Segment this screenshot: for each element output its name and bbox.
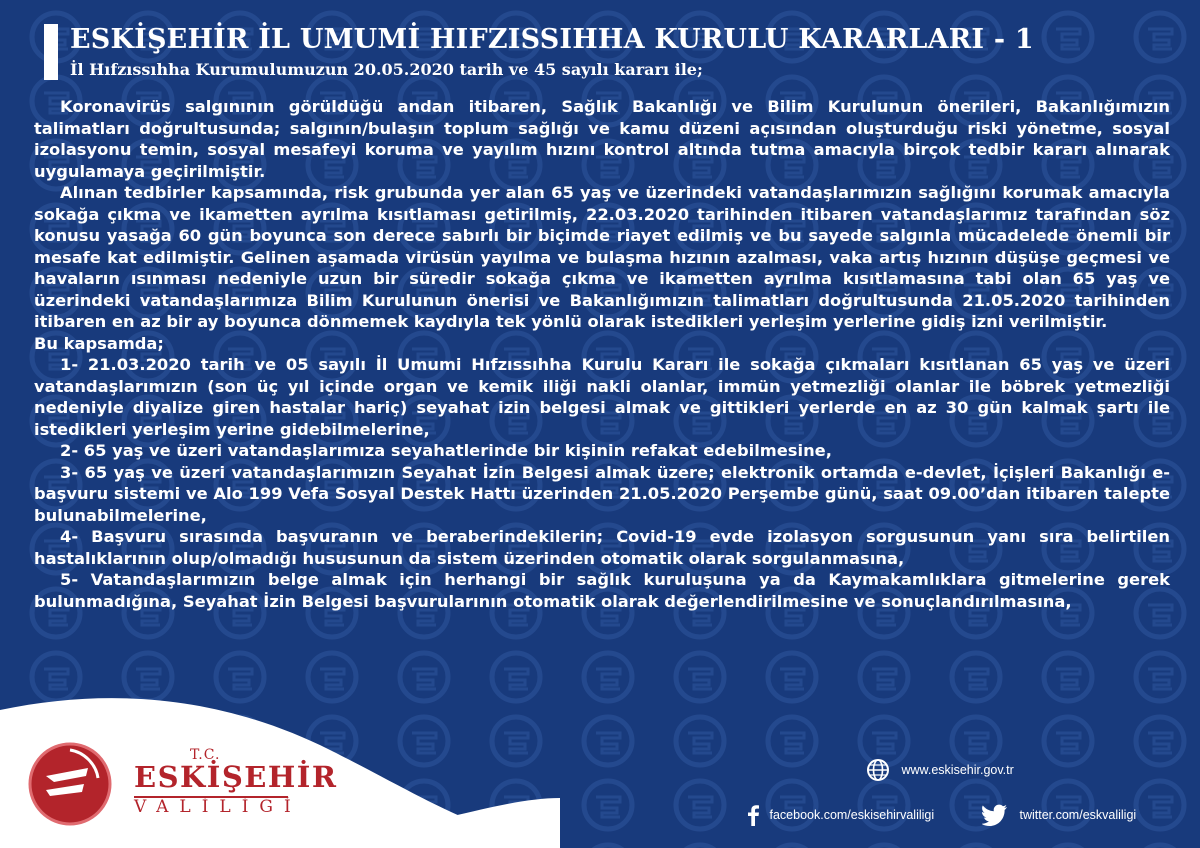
facebook-icon <box>746 804 760 826</box>
twitter-text: twitter.com/eskvaliligi <box>1019 808 1137 822</box>
announcement-body <box>34 96 1170 612</box>
paragraph-measures: Alınan tedbirler kapsamında, risk grubunda yer alan 65 yaş ve üzerindeki vatandaşlarımızın sağlığını korumak amacıyla sokağa çıkma ve ikametten ayrılma kısıtlaması getirilmiş, 22.03.2020 tarihinden itibaren vatandaşlarımız tarafından söz konusu yasağa 60 gün boyunca son derece sabırlı bir biçimde riayet edilmiş ve bu sayede salgınla mücadelede önemli bir mesafe kat edilmiştir. Gelinen aşamada virüsün yayılma ve bulaşma hızının azalması, vaka artış hızının düşüşe geçmesi ve havaların ısınması nedeniyle uzun bir süredir sokağa çıkma ve ikametten ayrılma kısıtlamasına tabi olan 65 yaş ve üzerindeki vatandaşlarımıza Bilim Kurulunun önerisi ve Bakanlığımızın talimatları doğrultusunda 21.05.2020 tarihinden itibaren en az bir ay boyunca dönmemek kaydıyla tek yönlü olarak istedikleri yerleşim yerlerine gidiş izni verilmiştir. <box>34 183 1170 331</box>
twitter-icon <box>982 804 1008 826</box>
globe-icon <box>866 758 890 782</box>
paragraph-intro: Koronavirüs salgınının görüldüğü andan itibaren, Sağlık Bakanlığı ve Bilim Kurulunun önerileri, Bakanlığımızın talimatları doğrultusunda; salgının/bulaşın toplum sağlığı ve kamu düzeni açısından oluşturduğu riski yönetme, sosyal izolasyonu temin, sosyal mesafeyi koruma ve yayılım hızını kontrol altında tutma amacıyla birçok tedbir kararı alınarak uygulamaya geçirilmiştir. <box>34 97 1170 181</box>
logo-tc-text: T.C. <box>190 747 221 763</box>
website-text: www.eskisehir.gov.tr <box>901 763 1014 777</box>
decision-item-4: 4- Başvuru sırasında başvuranın ve beraberindekilerin; Covid-19 evde izolasyon sorgusunun yanı sıra belirtilen hastalıklarının olup/olmadığı hususunun da sistem üzerinden otomatik olarak sorgulanmasına, <box>34 527 1170 568</box>
decision-item-2: 2- 65 yaş ve üzeri vatandaşlarımıza seyahatlerinde bir kişinin refakat edebilmesine, <box>60 441 832 460</box>
governorship-emblem-icon <box>24 738 116 830</box>
logo-city-text: ESKİŞEHİR <box>134 760 338 794</box>
title-accent-bar <box>44 24 58 80</box>
decision-item-1: 1- 21.03.2020 tarih ve 05 sayılı İl Umumi Hıfzıssıhha Kurulu Kararı ile sokağa çıkmaları kısıtlanan 65 yaş ve üzeri vatandaşlarımızın (son üç yıl içinde organ ve kemik iliği nakli olanlar, immün yetmezliği olanlar ile böbrek yetmezliği nedeniyle diyalize giren hastalar hariç) seyahat izin belgesi almak ve gittikleri yerlerde en az 30 gün kalmak şartı ile istedikleri yerleşim yerine gidebilmelerine, <box>34 355 1170 439</box>
twitter-link[interactable] <box>982 804 1136 826</box>
paragraph-scope: Bu kapsamda; <box>34 333 164 353</box>
page-subtitle: İl Hıfzıssıhha Kurumulumuzun 20.05.2020 tarih ve 45 sayılı kararı ile; <box>70 60 703 79</box>
facebook-text: facebook.com/eskisehirvaliligi <box>769 808 935 822</box>
logo-sub-text: VALİLİĞİ <box>134 797 302 817</box>
facebook-link[interactable] <box>746 804 934 826</box>
decision-item-5: 5- Vatandaşlarımızın belge almak için herhangi bir sağlık kuruluşuna ya da Kaymakamlıklara gitmelerine gerek bulunmadığına, Seyahat İzin Belgesi başvurularının otomatik olarak değerlendirilmesine ve sonuçlandırılmasına, <box>34 570 1170 611</box>
website-link[interactable] <box>866 758 1014 782</box>
decision-item-3: 3- 65 yaş ve üzeri vatandaşlarımızın Seyahat İzin Belgesi almak üzere; elektronik ortamda e-devlet, İçişleri Bakanlığı e-başvuru sistemi ve Alo 199 Vefa Sosyal Destek Hattı üzerinden 21.05.2020 Perşembe günü, saat 09.00’dan itibaren talepte bulunabilmelerine, <box>34 462 1170 525</box>
page-title: ESKİŞEHİR İL UMUMİ HIFZISSIHHA KURULU KARARLARI - 1 <box>70 24 1034 55</box>
